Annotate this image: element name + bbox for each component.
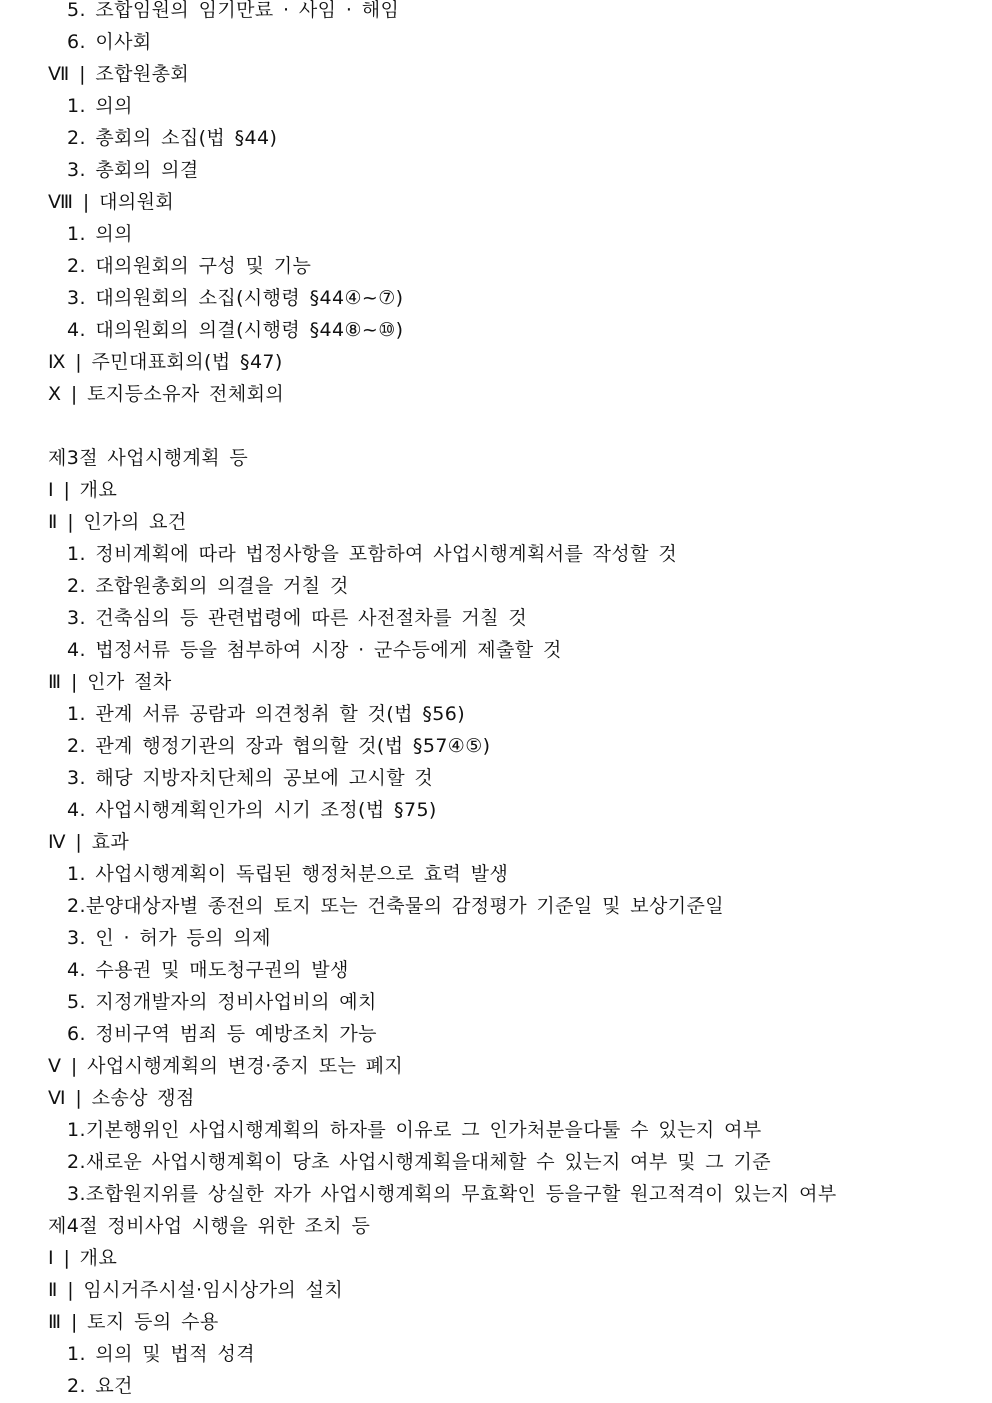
outline-heading: Ⅱ | 인가의 요건 — [48, 511, 187, 533]
outline-item: 1. 사업시행계획이 독립된 행정처분으로 효력 발생 — [67, 863, 509, 885]
outline-heading: Ⅷ | 대의원회 — [48, 191, 175, 213]
outline-item: 2. 총회의 소집(법 §44) — [67, 127, 278, 149]
outline-heading: Ⅰ | 개요 — [48, 1247, 118, 1269]
outline-item: 6. 이사회 — [67, 31, 152, 53]
outline-item: 1. 의의 — [67, 223, 133, 245]
outline-heading: 제3절 사업시행계획 등 — [48, 447, 249, 469]
outline-item: 2. 조합원총회의 의결을 거칠 것 — [67, 575, 349, 597]
outline-item: 4. 대의원회의 의결(시행령 §44⑧~⑩) — [67, 319, 404, 341]
outline-heading: Ⅹ | 토지등소유자 전체회의 — [48, 383, 285, 405]
outline-heading: Ⅲ | 인가 절차 — [48, 671, 172, 693]
outline-heading: Ⅸ | 주민대표회의(법 §47) — [48, 351, 283, 373]
outline-item: 1. 의의 및 법적 성격 — [67, 1343, 255, 1365]
outline-item: 2. 요건 — [67, 1375, 133, 1397]
outline-item: 6. 정비구역 범죄 등 예방조치 가능 — [67, 1023, 377, 1045]
outline-item: 3. 대의원회의 소집(시행령 §44④~⑦) — [67, 287, 404, 309]
outline-item: 1. 정비계획에 따라 법정사항을 포함하여 사업시행계획서를 작성할 것 — [67, 543, 678, 565]
outline-heading: 제4절 정비사업 시행을 위한 조치 등 — [48, 1215, 371, 1237]
outline-item: 1. 의의 — [67, 95, 133, 117]
outline-item: 2.새로운 사업시행계획이 당초 사업시행계획을대체할 수 있는지 여부 및 그 기준 — [67, 1151, 772, 1173]
outline-heading: Ⅵ | 소송상 쟁점 — [48, 1087, 195, 1109]
outline-item: 1.기본행위인 사업시행계획의 하자를 이유로 그 인가처분을다툴 수 있는지 여부 — [67, 1119, 762, 1141]
outline-item: 4. 수용권 및 매도청구권의 발생 — [67, 959, 349, 981]
outline-item: 3.조합원지위를 상실한 자가 사업시행계획의 무효확인 등을구할 원고적격이 있는지 여부 — [67, 1183, 837, 1205]
outline-heading: Ⅶ | 조합원총회 — [48, 63, 190, 85]
outline-item: 3. 건축심의 등 관련법령에 따른 사전절차를 거칠 것 — [67, 607, 528, 629]
outline-heading: Ⅲ | 토지 등의 수용 — [48, 1311, 219, 1333]
outline-item: 3. 총회의 의결 — [67, 159, 199, 181]
outline-item: 4. 사업시행계획인가의 시기 조정(법 §75) — [67, 799, 437, 821]
outline-item: 2. 관계 행정기관의 장과 협의할 것(법 §57④⑤) — [67, 735, 491, 757]
outline-item: 3. 해당 지방자치단체의 공보에 고시할 것 — [67, 767, 434, 789]
outline-item: 2.분양대상자별 종전의 토지 또는 건축물의 감정평가 기준일 및 보상기준일 — [67, 895, 725, 917]
outline-heading: Ⅴ | 사업시행계획의 변경·중지 또는 폐지 — [48, 1055, 404, 1077]
outline-item: 5. 조합임원의 임기만료 · 사임 · 해임 — [67, 0, 400, 21]
outline-item: 2. 대의원회의 구성 및 기능 — [67, 255, 312, 277]
outline-heading: Ⅳ | 효과 — [48, 831, 130, 853]
outline-item: 4. 법정서류 등을 첨부하여 시장 · 군수등에게 제출할 것 — [67, 639, 562, 661]
outline-item: 1. 관계 서류 공람과 의견청취 할 것(법 §56) — [67, 703, 466, 725]
outline-heading: Ⅰ | 개요 — [48, 479, 118, 501]
outline-item: 3. 인 · 허가 등의 의제 — [67, 927, 271, 949]
outline-heading: Ⅱ | 임시거주시설·임시상가의 설치 — [48, 1279, 344, 1301]
outline-item: 5. 지정개발자의 정비사업비의 예치 — [67, 991, 377, 1013]
